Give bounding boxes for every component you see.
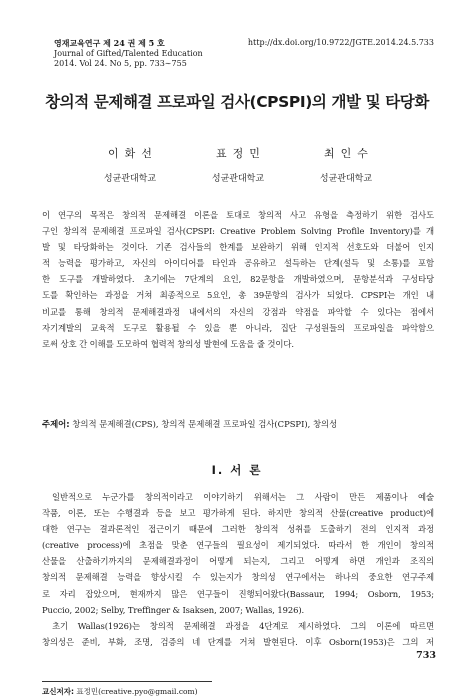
body-line: (creative process)에 초점을 맞춘 연구들의 필요성이 제기되었다. 따라서 한 개인이 창의적	[42, 540, 434, 551]
abstract-line: 도를 확인하는 과정을 거쳐 최종적으로 5요인, 총 39문항의 검사가 되었다. CPSPI는 개인 내	[42, 290, 434, 301]
body-text	[42, 489, 434, 650]
abstract	[42, 207, 434, 352]
abstract-line: 적 능력을 평가하고, 자신의 아이디어를 타인과 공유하고 설득하는 단계(설득 및 소통)를 포함	[42, 258, 434, 269]
abstract-line: 이 연구의 목적은 창의적 문제해결 이론을 토대로 창의적 사고 유형을 측정하기 위한 검사도	[42, 210, 434, 220]
author-affiliation: 성균관대학교	[103, 174, 157, 184]
author-name: 이화선	[108, 147, 158, 160]
issue-info: 2014. Vol 24. No 5, pp. 733∼755	[54, 59, 187, 68]
author-list	[0, 145, 474, 189]
body-line: 창의성은 준비, 부화, 조명, 검증의 네 단계를 거쳐 발현된다. 이후 Osborn(1953)은 그의 저	[42, 636, 434, 647]
abstract-line: 발 및 타당화하는 것이다. 기존 검사들의 한계를 보완하기 위해 인지적 선호도와 더불어 인지	[42, 242, 434, 253]
author-affiliation: 성균관대학교	[319, 174, 373, 184]
body-line: 창의적 문제해결 능력을 향상시킬 수 있는지가 창의성 연구에서는 하나의 중요한 연구주제	[42, 572, 434, 583]
author-affiliation: 성균관대학교	[211, 174, 265, 184]
paper-title: 창의적 문제해결 프로파일 검사(CPSPI)의 개발 및 타당화	[45, 93, 429, 111]
keywords-text: 창의적 문제해결(CPS), 창의적 문제해결 프로파일 검사(CPSPI), 창의성	[72, 419, 338, 429]
author-name: 최인수	[324, 147, 374, 160]
section-heading: I. 서 론	[211, 463, 263, 477]
journal-title-korean: 영재교육연구 제 24 권 제 5 호	[54, 38, 165, 48]
footnote-text: 표정민(creative.pyo@gmail.com)	[76, 687, 198, 696]
footnote-label: 교신저자:	[42, 687, 74, 696]
body-line: Puccio, 2002; Selby, Treffinger & Isaksen, 2007; Wallas, 1926).	[42, 604, 305, 615]
abstract-line: 로써 상호 간 이해를 도모하여 협력적 창의성 발현에 도움을 줄 것이다.	[42, 338, 294, 349]
footnote	[42, 686, 198, 697]
footnote-divider	[42, 681, 212, 682]
journal-info	[54, 38, 203, 70]
author-block	[276, 145, 416, 184]
abstract-line: 비교를 통해 창의적 문제해결과정 내에서의 자신의 강점과 약점을 파악할 수 있다는 점에서	[42, 306, 434, 317]
keywords	[42, 418, 337, 430]
body-line: 초기 Wallas(1926)는 창의적 문제해결 과정을 4단계로 제시하였다. 그의 이론에 따르면	[52, 620, 434, 631]
abstract-line: 자기계발의 교육적 도구로 활용될 수 있을 뿐 아니라, 집단 구성원들의 프로파일을 파악함으	[42, 322, 434, 333]
body-line: 작품, 이론, 또는 수행결과 등을 보고 평가하게 된다. 하지만 창의적 산물(creative product)에	[42, 508, 434, 519]
body-line: 로 자리 잡았으며, 현재까지 많은 연구들이 진행되어왔다(Bassaur, 1994; Osborn, 1953;	[42, 588, 434, 599]
abstract-line: 구인 창의적 문제해결 프로파일 검사(CPSPI: Creative Problem Solving Profile Inventory)를 개	[42, 226, 434, 237]
doi-link[interactable]: http://dx.doi.org/10.9722/JGTE.2014.24.5.733	[247, 38, 434, 47]
journal-title-english: Journal of Gifted/Talented Education	[54, 48, 203, 58]
page-number: 733	[416, 650, 436, 661]
keywords-label: 주제어:	[42, 419, 70, 429]
body-line: 일반적으로 누군가를 창의적이라고 이야기하기 위해서는 그 사람이 만든 제품이나 예술	[52, 492, 434, 502]
abstract-line: 한 도구를 개발하였다. 초기에는 7단계의 요인, 82문항을 개발하였으며, 문항분석과 구성타당	[42, 274, 434, 285]
author-name: 표정민	[216, 147, 266, 160]
body-line: 대한 연구는 결과론적인 접근이기 때문에 그러한 창의적 성취를 도출하기 전의 인지적 과정	[42, 524, 434, 535]
body-line: 산물을 산출하기까지의 문제해결과정이 어떻게 되는지, 그리고 어떻게 하면 개인과 조직의	[42, 556, 434, 567]
